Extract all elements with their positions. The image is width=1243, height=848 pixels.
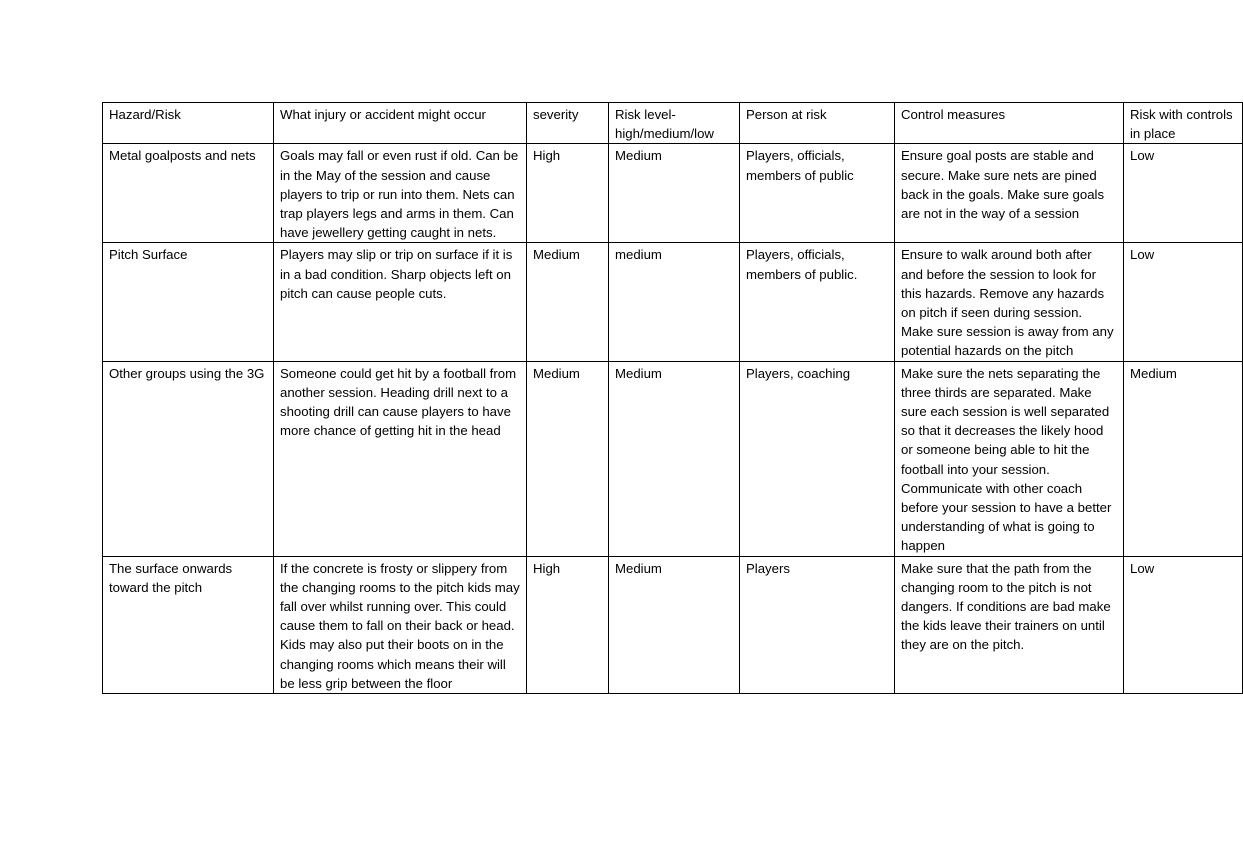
severity-cell xyxy=(527,243,609,361)
header-person-at-risk-text: Person at risk xyxy=(746,107,827,122)
header-injury-text: What injury or accident might occur xyxy=(280,107,486,122)
person-at-risk-cell xyxy=(740,361,895,556)
hazard-text: Pitch Surface xyxy=(109,247,188,263)
injury-cell xyxy=(274,144,527,243)
person-at-risk-text: Players, coaching xyxy=(746,365,851,381)
residual-risk-cell xyxy=(1124,556,1243,693)
control-measures-cell xyxy=(895,144,1124,243)
severity-cell xyxy=(527,144,609,243)
person-at-risk-cell xyxy=(740,556,895,693)
hazard-cell xyxy=(103,243,274,361)
person-at-risk-text: Players xyxy=(746,560,790,576)
risk-level-text: Medium xyxy=(615,365,662,381)
injury-text: Someone could get hit by a football from another session. Heading drill next to a shooting drill can cause players to have more chance of getting hit in the head xyxy=(280,365,517,439)
header-risk-level-text: Risk level-high/medium/low xyxy=(615,107,714,142)
header-severity-text: severity xyxy=(533,107,579,122)
risk-level-cell xyxy=(609,144,740,243)
header-severity xyxy=(527,103,609,144)
severity-cell xyxy=(527,556,609,693)
residual-risk-cell xyxy=(1124,243,1243,361)
header-residual-risk-text: Risk with controls in place xyxy=(1130,107,1233,142)
control-measures-text: Make sure that the path from the changing room to the pitch is not dangers. If conditions are bad make the kids leave their trainers on until they are on the pitch. xyxy=(901,560,1111,653)
risk-level-text: medium xyxy=(615,247,662,263)
header-hazard-text: Hazard/Risk xyxy=(109,107,181,122)
person-at-risk-text: Players, officials, members of public xyxy=(746,148,854,183)
residual-risk-text: Low xyxy=(1130,560,1155,576)
person-at-risk-cell xyxy=(740,243,895,361)
header-person-at-risk xyxy=(740,103,895,144)
injury-text: Players may slip or trip on surface if it is in a bad condition. Sharp objects left on pitch can cause people cuts. xyxy=(280,247,513,301)
residual-risk-cell xyxy=(1124,144,1243,243)
control-measures-text: Ensure goal posts are stable and secure. Make sure nets are pined back in the goals. Make sure goals are not in the way of a session xyxy=(901,148,1105,222)
hazard-cell xyxy=(103,361,274,556)
residual-risk-cell xyxy=(1124,361,1243,556)
hazard-text: Other groups using the 3G xyxy=(109,365,265,381)
header-risk-level xyxy=(609,103,740,144)
severity-text: High xyxy=(533,560,561,576)
header-injury xyxy=(274,103,527,144)
severity-text: Medium xyxy=(533,247,580,263)
residual-risk-text: Low xyxy=(1130,148,1155,164)
severity-text: High xyxy=(533,148,561,164)
risk-level-text: Medium xyxy=(615,148,662,164)
control-measures-cell xyxy=(895,556,1124,693)
injury-text: If the concrete is frosty or slippery from the changing rooms to the pitch kids may fall over whilst running over. This could cause them to fall on their back or head. Kids may also put their boots on in the changing rooms which means their will be less grip between the floor xyxy=(280,560,520,691)
control-measures-text: Ensure to walk around both after and before the session to look for this hazards. Remove any hazards on pitch if seen during session. Make sure session is away from any potential hazards on the pitch xyxy=(901,247,1114,359)
risk-level-cell xyxy=(609,361,740,556)
severity-cell xyxy=(527,361,609,556)
header-control-measures xyxy=(895,103,1124,144)
injury-cell xyxy=(274,556,527,693)
risk-level-text: Medium xyxy=(615,560,662,576)
control-measures-text: Make sure the nets separating the three thirds are separated. Make sure each session is well separated so that it decreases the likely hood or someone being able to hit the football into your session. Communicate with other coach before your session to have a better understanding of what is going to happen xyxy=(901,365,1112,554)
hazard-cell xyxy=(103,144,274,243)
table-row xyxy=(103,361,1243,556)
injury-cell xyxy=(274,361,527,556)
hazard-cell xyxy=(103,556,274,693)
header-residual-risk xyxy=(1124,103,1243,144)
residual-risk-text: Low xyxy=(1130,247,1155,263)
person-at-risk-text: Players, officials, members of public. xyxy=(746,247,858,282)
table-row xyxy=(103,243,1243,361)
risk-assessment-table xyxy=(102,102,1243,694)
table-header-row xyxy=(103,103,1243,144)
header-control-measures-text: Control measures xyxy=(901,107,1006,122)
control-measures-cell xyxy=(895,243,1124,361)
severity-text: Medium xyxy=(533,365,580,381)
control-measures-cell xyxy=(895,361,1124,556)
header-hazard xyxy=(103,103,274,144)
table-row xyxy=(103,144,1243,243)
hazard-text: Metal goalposts and nets xyxy=(109,148,256,164)
injury-cell xyxy=(274,243,527,361)
person-at-risk-cell xyxy=(740,144,895,243)
hazard-text: The surface onwards toward the pitch xyxy=(109,560,233,595)
risk-level-cell xyxy=(609,556,740,693)
table-row xyxy=(103,556,1243,693)
residual-risk-text: Medium xyxy=(1130,365,1177,381)
injury-text: Goals may fall or even rust if old. Can be in the May of the session and cause players to trip or run into them. Nets can trap players legs and arms in them. Can have jewellery getting caught in nets. xyxy=(280,148,519,241)
risk-level-cell xyxy=(609,243,740,361)
